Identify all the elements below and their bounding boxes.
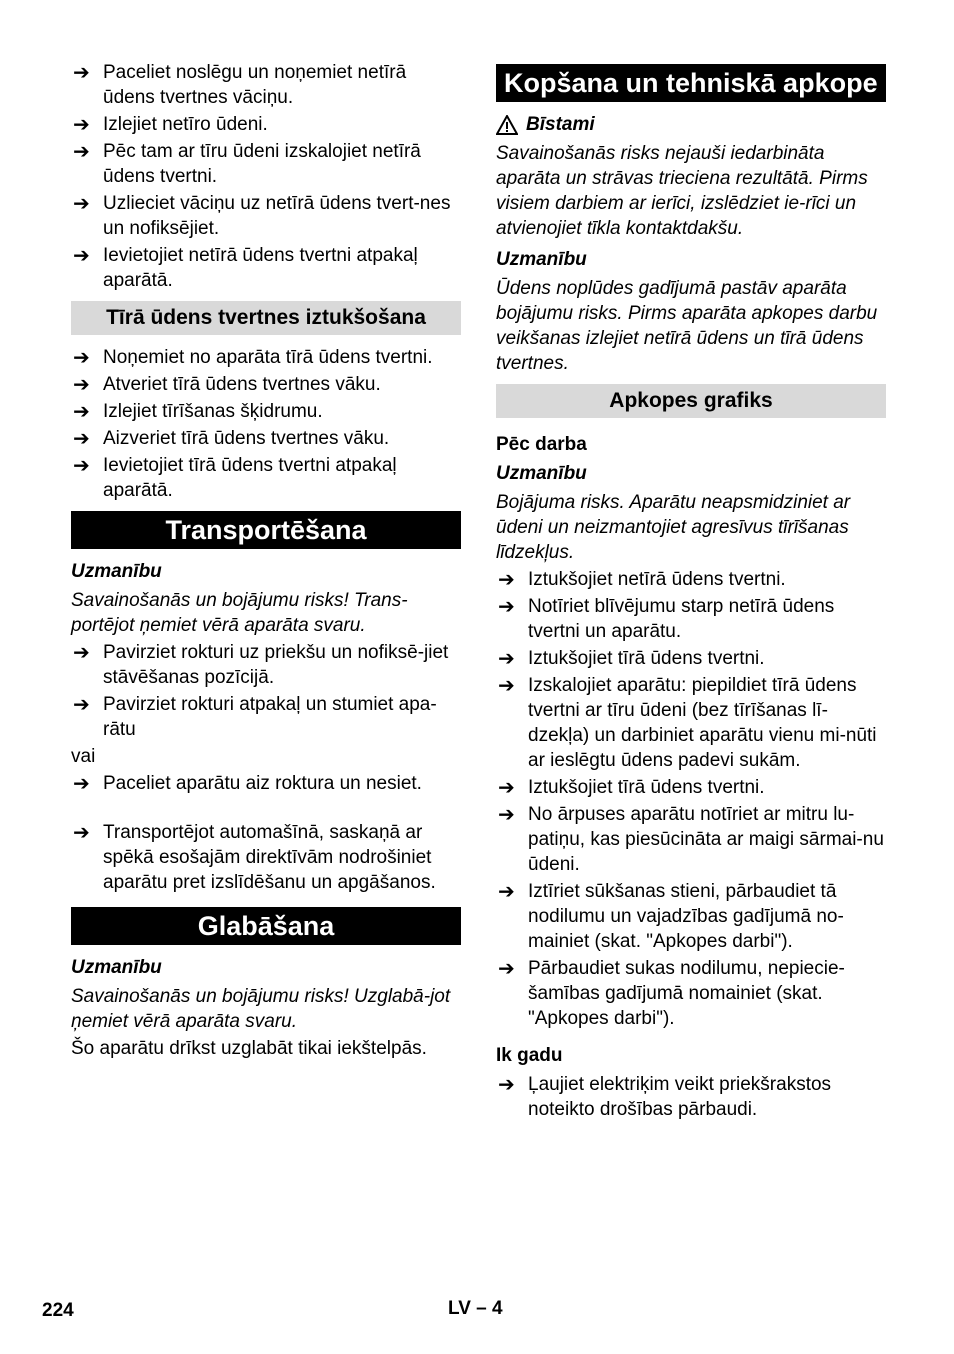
arrow-right-icon: ➔ [73,426,90,450]
list-item: ➔ Atveriet tīrā ūdens tvertnes vāku. [73,372,381,396]
list-item: ➔ No ārpuses aparātu notīriet ar mitru lu-patiņu, kas piesūcināta ar maigi sārmai-nu ūdeni. [498,802,884,875]
storage-heading: Glabāšana [71,907,461,945]
arrow-right-icon: ➔ [73,139,90,163]
transport-note-label: Uzmanību [71,561,162,582]
list-item: ➔ Ļaujiet elektriķim veikt priekšrakstos noteikto drošības pārbaudi. [498,1072,832,1120]
list-item: ➔ Izlejiet tīrīšanas šķidrumu. [73,399,323,423]
list-item: ➔ Noņemiet no aparāta tīrā ūdens tvertni. [73,345,433,369]
list-item: ➔ Iztukšojiet netīrā ūdens tvertni. [498,567,786,591]
list-item: ➔ Aizveriet tīrā ūdens tvertnes vāku. [73,426,390,450]
danger-label: Bīstami [526,114,595,135]
list-item: ➔ Ievietojiet netīrā ūdens tvertni atpakaļ aparātā. [73,243,418,291]
yearly-label: Ik gadu [496,1045,563,1066]
page-number: 224 [42,1300,74,1321]
spacer [71,798,461,820]
intro-list [71,60,461,293]
right-column [496,60,886,1124]
clean-tank-list [71,345,461,503]
list-item: ➔ Paceliet aparātu aiz roktura un nesiet. [73,771,422,795]
arrow-right-icon: ➔ [498,775,515,799]
danger-label-row [496,112,886,137]
arrow-right-icon: ➔ [73,640,90,664]
arrow-right-icon: ➔ [73,345,90,369]
list-item: ➔ Pavirziet rokturi atpakaļ un stumiet apa-rātu [73,692,437,740]
after-note-text: Bojājuma risks. Aparātu neapsmidziniet ar ūdeni un neizmantojiet agresīvus tīrīšanas līdzekļus. [496,492,851,563]
list-item: ➔ Ievietojiet tīrā ūdens tvertni atpakaļ aparātā. [73,453,397,501]
left-column [71,60,461,1063]
care-note-text: Ūdens noplūdes gadījumā pastāv aparāta bojājumu risks. Pirms aparāta apkopes darbu veikšanas izlejiet netīrā ūdens un tīrā ūdens tvertnes. [496,278,878,374]
list-item: ➔ Pēc tam ar tīru ūdeni izskalojiet netīrā ūdens tvertni. [73,139,421,187]
after-work-list [496,567,886,1031]
care-heading: Kopšana un tehniskā apkope [496,64,886,102]
arrow-right-icon: ➔ [498,879,515,903]
arrow-right-icon: ➔ [73,60,90,84]
arrow-right-icon: ➔ [73,372,90,396]
list-item: ➔ Pārbaudiet sukas nodilumu, nepiecie-šamības gadījumā nomainiet (skat. "Apkopes darbi"). [498,956,845,1029]
storage-note-text: Savainošanās un bojājumu risks! Uzglabā-jot ņemiet vērā aparāta svaru. [71,986,451,1032]
care-note-label: Uzmanību [496,249,587,270]
storage-note-label: Uzmanību [71,957,162,978]
arrow-right-icon: ➔ [73,692,90,716]
list-item: ➔ Iztīriet sūkšanas stieni, pārbaudiet tā nodilumu un vajadzības gadījumā no-mainiet (skat. "Apkopes darbi"). [498,879,844,952]
arrow-right-icon: ➔ [498,594,515,618]
arrow-right-icon: ➔ [498,673,515,697]
arrow-right-icon: ➔ [73,771,90,795]
storage-text: Šo aparātu drīkst uzglabāt tikai iekštelpās. [71,1038,427,1059]
transport-heading: Transportēšana [71,511,461,549]
language-page-label: LV – 4 [448,1298,503,1319]
transport-note-text: Savainošanās un bojājumu risks! Trans-portējot ņemiet vērā aparāta svaru. [71,590,408,636]
after-note-label: Uzmanību [496,463,587,484]
schedule-heading: Apkopes grafiks [496,384,886,418]
arrow-right-icon: ➔ [498,646,515,670]
list-item: ➔ Paceliet noslēgu un noņemiet netīrā ūdens tvertnes vāciņu. [73,60,407,108]
arrow-right-icon: ➔ [498,567,515,591]
list-item: ➔ Uzlieciet vāciņu uz netīrā ūdens tvert-nes un nofiksējiet. [73,191,451,239]
arrow-right-icon: ➔ [73,112,90,136]
warning-triangle-icon [496,115,518,135]
arrow-right-icon: ➔ [73,243,90,267]
arrow-right-icon: ➔ [73,820,90,844]
transport-or: vai [71,746,96,767]
danger-text: Savainošanās risks nejauši iedarbināta aparāta un strāvas trieciena rezultātā. Pirms visiem darbiem ar ierīci, izslēdziet ie-rīci un atvienojiet tīkla kontaktdakšu. [496,143,868,239]
arrow-right-icon: ➔ [498,1072,515,1096]
list-item: ➔ Iztukšojiet tīrā ūdens tvertni. [498,646,765,670]
list-item: ➔ Izlejiet netīro ūdeni. [73,112,268,136]
list-item: ➔ Izskalojiet aparātu: piepildiet tīrā ūdens tvertni ar tīru ūdeni (bez tīrīšanas lī-dzekļa) un darbiniet aparātu vienu mi-nūti ar ieslēgtu ūdens padevi sukām. [498,673,877,771]
list-item: ➔ Notīriet blīvējumu starp netīrā ūdens tvertni un aparātu. [498,594,835,642]
arrow-right-icon: ➔ [498,802,515,826]
arrow-right-icon: ➔ [73,453,90,477]
list-item: ➔ Pavirziet rokturi uz priekšu un nofiksē-jiet stāvēšanas pozīcijā. [73,640,449,688]
list-item: ➔ Iztukšojiet tīrā ūdens tvertni. [498,775,765,799]
arrow-right-icon: ➔ [73,191,90,215]
arrow-right-icon: ➔ [498,956,515,980]
arrow-right-icon: ➔ [73,399,90,423]
after-work-label: Pēc darba [496,434,587,455]
clean-tank-heading: Tīrā ūdens tvertnes iztukšošana [71,301,461,335]
list-item: ➔ Transportējot automašīnā, saskaņā ar spēkā esošajām direktīvām nodrošiniet aparātu pret izslīdēšanu un apgāšanos. [73,820,436,893]
